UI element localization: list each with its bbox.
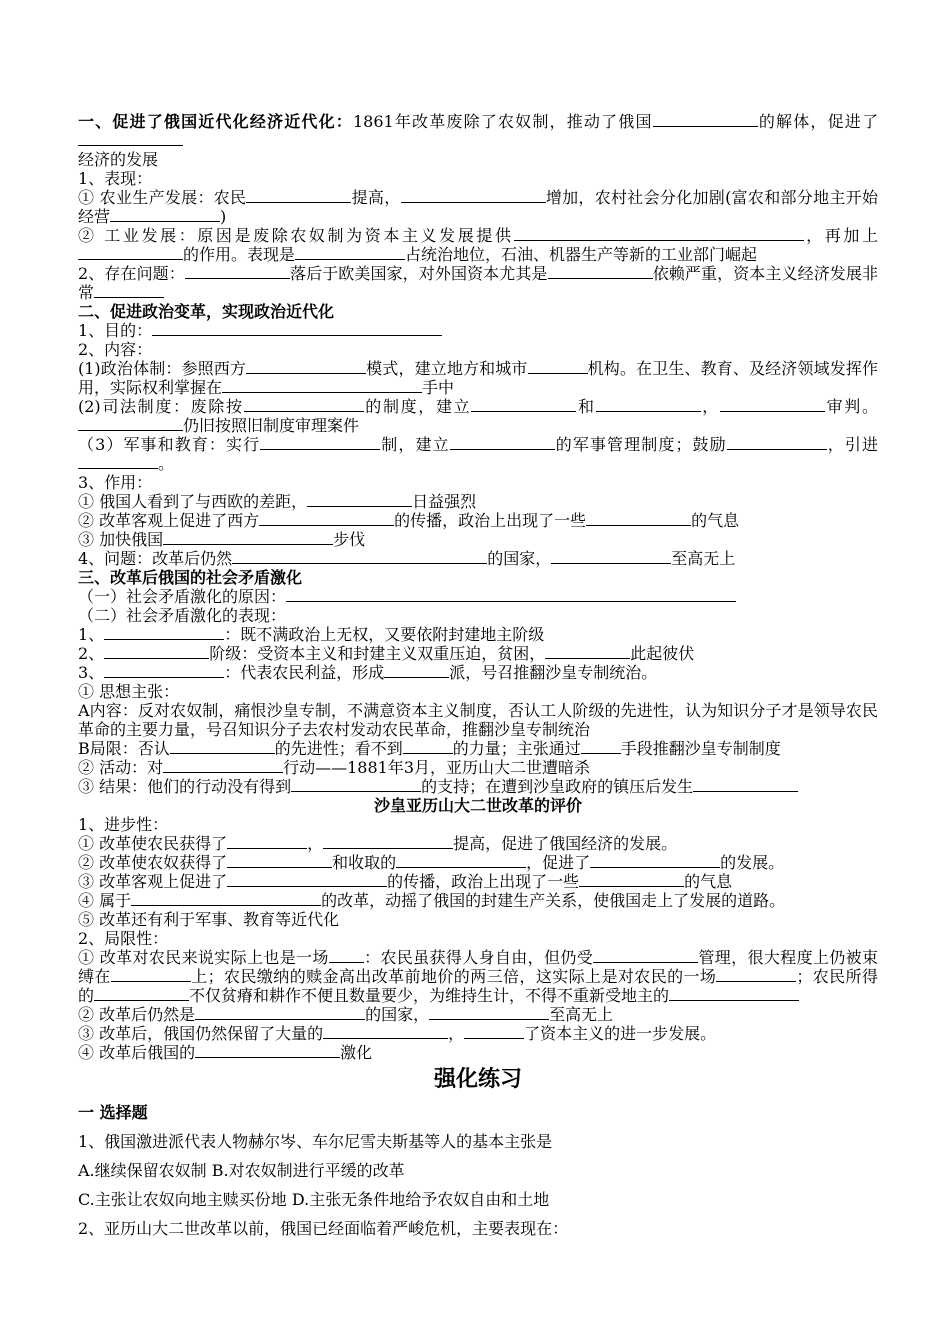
line-text: 步伐 <box>333 530 366 549</box>
line-text: 2、存在问题： <box>78 264 185 283</box>
line-text: 强化练习 <box>433 1066 522 1092</box>
fill-in-blank[interactable] <box>403 739 453 754</box>
line-text: 1、进步性： <box>78 815 169 834</box>
line-text: 一 选择题 <box>78 1103 148 1122</box>
text-line <box>78 549 878 568</box>
fill-in-blank[interactable] <box>429 1005 549 1020</box>
fill-in-blank[interactable] <box>514 226 804 241</box>
line-text: 的气息 <box>691 511 740 530</box>
fill-in-blank[interactable] <box>104 625 224 640</box>
text-line <box>78 112 878 150</box>
line-text: 的国家， <box>487 549 552 568</box>
line-text: ① 改革使农民获得了 <box>78 834 228 853</box>
text-line <box>78 492 878 511</box>
line-text: ③ 改革后，俄国仍然保留了大量的 <box>78 1024 324 1043</box>
line-text: 1、俄国激进派代表人物赫尔岑、车尔尼雪夫斯基等人的基本主张是 <box>78 1132 553 1151</box>
line-text: 制，建立 <box>380 435 450 454</box>
line-text: 落后于欧美国家，对外国资本尤其是 <box>289 264 548 283</box>
fill-in-blank[interactable] <box>551 549 671 564</box>
line-text: 一、促进了俄国近代化经济近代化： <box>78 112 353 131</box>
fill-in-blank[interactable] <box>401 188 546 203</box>
line-text: 1861年改革废除了农奴制，推动了俄国 <box>352 112 653 131</box>
line-text: A内容：反对农奴制，痛恨沙皇专制，不满意资本主义制度，否认工人阶级的先进性，认为知识分子才是领导农民革命的主要力量，号召知识分子去农村发动农民革命，推翻沙皇专制统治 <box>78 701 878 739</box>
line-text: ② 改革客观上促进了西方 <box>78 511 260 530</box>
line-text: ：代表农民利益，形成 <box>224 663 385 682</box>
line-text: ， <box>700 397 720 416</box>
line-text: 阶级：受资本主义和封建主义双重压迫，贫困， <box>209 644 546 663</box>
fill-in-blank[interactable] <box>384 663 449 678</box>
fill-in-blank[interactable] <box>185 264 290 279</box>
line-text: ④ 属于 <box>78 891 132 910</box>
line-text: 1、目的： <box>78 321 153 340</box>
text-line <box>78 663 878 682</box>
fill-in-blank[interactable] <box>246 359 366 374</box>
fill-in-blank[interactable] <box>329 948 364 963</box>
fill-in-blank[interactable] <box>286 587 736 602</box>
line-text: （二）社会矛盾激化的表现： <box>78 606 287 625</box>
line-text: 行动——1881年3月，亚历山大二世遭暗杀 <box>283 758 590 777</box>
line-text: 3、作用： <box>78 473 153 492</box>
line-text: 至高无上 <box>671 549 736 568</box>
fill-in-blank[interactable] <box>581 739 621 754</box>
line-text: 提高，促进了俄国经济的发展。 <box>453 834 678 853</box>
text-line <box>78 264 878 302</box>
text-line <box>78 796 878 815</box>
text-line <box>78 1156 878 1185</box>
text-line <box>78 910 878 929</box>
line-text: 依赖严重，资本主义经济发展非常 <box>78 264 878 302</box>
fill-in-blank[interactable] <box>131 891 321 906</box>
text-line <box>78 359 878 397</box>
fill-in-blank[interactable] <box>94 283 164 298</box>
line-text: （3）军事和教育：实行 <box>78 435 261 454</box>
line-text: 的解体，促进了 <box>757 112 878 131</box>
text-line <box>78 891 878 910</box>
text-line <box>78 1185 878 1214</box>
text-line <box>78 758 878 777</box>
line-text: 日益强烈 <box>412 492 477 511</box>
fill-in-blank[interactable] <box>259 511 394 526</box>
line-text: 派，号召推翻沙皇专制统治。 <box>449 663 658 682</box>
line-text: ， <box>448 1024 465 1043</box>
fill-in-blank[interactable] <box>586 511 691 526</box>
fill-in-blank[interactable] <box>244 397 364 412</box>
line-text: 1、 <box>78 625 105 644</box>
line-text: (1)政治体制：参照西方 <box>78 359 247 378</box>
line-text: 增加，农村社会分化加剧(富农和部分地主开始经营 <box>78 188 878 226</box>
text-line <box>78 625 878 644</box>
line-text: 的军事管理制度；鼓励 <box>554 435 727 454</box>
fill-in-blank[interactable] <box>727 435 827 450</box>
line-text: 的支持；在遭到沙皇政府的镇压后发生 <box>421 777 694 796</box>
line-text: ② 改革使农奴获得了 <box>78 853 228 872</box>
line-text: ) <box>220 207 227 226</box>
line-text: 的传播，政治上出现了一些 <box>394 511 587 530</box>
line-text: 审判。 <box>824 397 878 416</box>
text-line <box>78 150 878 169</box>
line-text: ④ 改革后俄国的 <box>78 1043 196 1062</box>
line-text: ， <box>307 834 324 853</box>
line-text: ③ 改革客观上促进了 <box>78 872 228 891</box>
line-text: 的先进性；看不到 <box>274 739 403 758</box>
line-text: ① 俄国人看到了与西欧的差距， <box>78 492 308 511</box>
text-line <box>78 321 878 340</box>
fill-in-blank[interactable] <box>195 1005 365 1020</box>
line-text: ；农民所得的 <box>78 967 878 1005</box>
fill-in-blank[interactable] <box>307 492 412 507</box>
fill-in-blank[interactable] <box>295 245 405 260</box>
text-line <box>78 701 878 739</box>
line-text: （一）社会矛盾激化的原因： <box>78 587 287 606</box>
line-text: 模式，建立地方和城市 <box>366 359 528 378</box>
text-line <box>78 226 878 264</box>
line-text: 的国家， <box>365 1005 430 1024</box>
line-text: 经济的发展 <box>78 150 159 169</box>
line-text: 至高无上 <box>549 1005 614 1024</box>
fill-in-blank[interactable] <box>260 435 380 450</box>
text-line <box>78 169 878 188</box>
fill-in-blank[interactable] <box>396 853 526 868</box>
fill-in-blank[interactable] <box>693 777 798 792</box>
fill-in-blank[interactable] <box>323 834 453 849</box>
fill-in-blank[interactable] <box>653 112 758 127</box>
text-line <box>78 777 878 796</box>
fill-in-blank[interactable] <box>450 435 555 450</box>
text-line <box>78 872 878 891</box>
line-text: 不仅贫瘠和耕作不便且数量要少，为维持生计，不得不重新受地主的 <box>189 986 670 1005</box>
fill-in-blank[interactable] <box>163 758 283 773</box>
line-text: ① 改革对农民来说实际上也是一场 <box>78 948 329 967</box>
line-text: 占统治地位，石油、机器生产等新的工业部门崛起 <box>405 245 758 264</box>
fill-in-blank[interactable] <box>232 549 487 564</box>
line-text: A.继续保留农奴制 B.对农奴制进行平缓的改革 <box>78 1161 405 1180</box>
fill-in-blank[interactable] <box>78 131 183 146</box>
line-text: 机构。在卫生、教育、及经济领域发挥作用，实际权利掌握在 <box>78 359 878 397</box>
line-text: 的气息 <box>684 872 733 891</box>
line-text: B局限：否认 <box>78 739 170 758</box>
line-text: 手段推翻沙皇专制制度 <box>620 739 781 758</box>
fill-in-blank[interactable] <box>104 663 224 678</box>
line-text: ③ 加快俄国 <box>78 530 164 549</box>
fill-in-blank[interactable] <box>227 872 387 887</box>
text-line <box>78 1214 878 1243</box>
section-title <box>78 1064 878 1094</box>
line-text: 上；农民缴纳的赎金高出改革前地价的两三倍，这实际上是对农民的一场 <box>190 967 717 986</box>
fill-in-blank[interactable] <box>94 986 189 1001</box>
fill-in-blank[interactable] <box>471 397 576 412</box>
text-line <box>78 340 878 359</box>
line-text: ：既不满政治上无权，又要依附封建地主阶级 <box>224 625 545 644</box>
line-text: 2、内容： <box>78 340 153 359</box>
fill-in-blank[interactable] <box>227 834 307 849</box>
fill-in-blank[interactable] <box>291 777 421 792</box>
text-line <box>78 1043 878 1062</box>
line-text: 3、 <box>78 663 105 682</box>
fill-in-blank[interactable] <box>593 948 698 963</box>
fill-in-blank[interactable] <box>246 188 351 203</box>
fill-in-blank[interactable] <box>227 853 332 868</box>
fill-in-blank[interactable] <box>548 264 653 279</box>
line-text: 激化 <box>340 1043 373 1062</box>
fill-in-blank[interactable] <box>579 872 684 887</box>
fill-in-blank[interactable] <box>222 378 422 393</box>
fill-in-blank[interactable] <box>111 967 191 982</box>
text-line <box>78 397 878 435</box>
fill-in-blank[interactable] <box>323 1024 448 1039</box>
line-text: ，再加上 <box>803 226 878 245</box>
fill-in-blank[interactable] <box>78 245 183 260</box>
fill-in-blank[interactable] <box>163 530 333 545</box>
fill-in-blank[interactable] <box>170 739 275 754</box>
line-text: 二、促进政治变革，实现政治近代化 <box>78 302 335 321</box>
text-line <box>78 511 878 530</box>
text-line <box>78 1098 878 1127</box>
line-text: 的力量；主张通过 <box>452 739 581 758</box>
text-line <box>78 948 878 1005</box>
fill-in-blank[interactable] <box>195 1043 340 1058</box>
text-line <box>78 587 878 606</box>
fill-in-blank[interactable] <box>464 1024 524 1039</box>
text-line <box>78 815 878 834</box>
line-text: ② 改革后仍然是 <box>78 1005 196 1024</box>
text-line <box>78 682 878 701</box>
fill-in-blank[interactable] <box>78 416 183 431</box>
text-line <box>78 473 878 492</box>
text-line <box>78 853 878 872</box>
fill-in-blank[interactable] <box>716 967 796 982</box>
line-text: 的制度，建立 <box>363 397 472 416</box>
fill-in-blank[interactable] <box>78 454 158 469</box>
fill-in-blank[interactable] <box>104 644 209 659</box>
line-text: 三、改革后俄国的社会矛盾激化 <box>78 568 303 587</box>
line-text: 1、表现： <box>78 169 153 188</box>
line-text: 4、问题：改革后仍然 <box>78 549 233 568</box>
line-text: 管理，很大程度上仍被束缚在 <box>78 948 878 986</box>
text-line <box>78 834 878 853</box>
fill-in-blank[interactable] <box>596 397 701 412</box>
line-text: ① 农业生产发展：农民 <box>78 188 247 207</box>
line-text: ：农民虽获得人身自由，但仍受 <box>363 948 594 967</box>
line-text: 提高， <box>351 188 401 207</box>
text-line <box>78 302 878 321</box>
fill-in-blank[interactable] <box>545 644 630 659</box>
line-text: 手中 <box>422 378 455 397</box>
text-line <box>78 435 878 473</box>
text-line <box>78 530 878 549</box>
line-text: 了资本主义的进一步发展。 <box>524 1024 717 1043</box>
fill-in-blank[interactable] <box>152 321 442 336</box>
text-line <box>78 739 878 758</box>
line-text: ① 思想主张： <box>78 682 180 701</box>
line-text: (2)司法制度：废除按 <box>78 397 244 416</box>
text-line <box>78 1024 878 1043</box>
line-text: 和收取的 <box>332 853 397 872</box>
document-page <box>78 112 878 1243</box>
fill-in-blank[interactable] <box>528 359 588 374</box>
line-text: 此起彼伏 <box>630 644 695 663</box>
line-text: ，引进 <box>826 435 878 454</box>
line-text: 的发展。 <box>720 853 785 872</box>
fill-in-blank[interactable] <box>720 397 825 412</box>
text-line <box>78 568 878 587</box>
line-text: 沙皇亚历山大二世改革的评价 <box>373 796 582 815</box>
line-text: 。 <box>158 454 175 473</box>
line-text: ③ 结果：他们的行动没有得到 <box>78 777 292 796</box>
text-line <box>78 606 878 625</box>
line-text: 的作用。表现是 <box>183 245 296 264</box>
line-text: ② 活动：对 <box>78 758 164 777</box>
text-line <box>78 1127 878 1156</box>
fill-in-blank[interactable] <box>669 986 799 1001</box>
text-line <box>78 188 878 226</box>
fill-in-blank[interactable] <box>590 853 720 868</box>
text-line <box>78 929 878 948</box>
line-text: ，促进了 <box>526 853 591 872</box>
line-text: 和 <box>576 397 596 416</box>
line-text: 2、 <box>78 644 105 663</box>
line-text: C.主张让农奴向地主赎买份地 D.主张无条件地给予农奴自由和土地 <box>78 1190 550 1209</box>
line-text: 仍旧按照旧制度审理案件 <box>183 416 360 435</box>
line-text: 2、亚历山大二世改革以前，俄国已经面临着严峻危机，主要表现在： <box>78 1219 569 1238</box>
line-text: 的改革，动摇了俄国的封建生产关系，使俄国走上了发展的道路。 <box>321 891 786 910</box>
line-text: 2、局限性： <box>78 929 169 948</box>
text-line <box>78 1005 878 1024</box>
fill-in-blank[interactable] <box>110 207 220 222</box>
line-text: 的传播，政治上出现了一些 <box>387 872 580 891</box>
text-line <box>78 644 878 663</box>
line-text: ⑤ 改革还有利于军事、教育等近代化 <box>78 910 340 929</box>
line-text: ② 工业发展：原因是废除农奴制为资本主义发展提供 <box>78 226 514 245</box>
